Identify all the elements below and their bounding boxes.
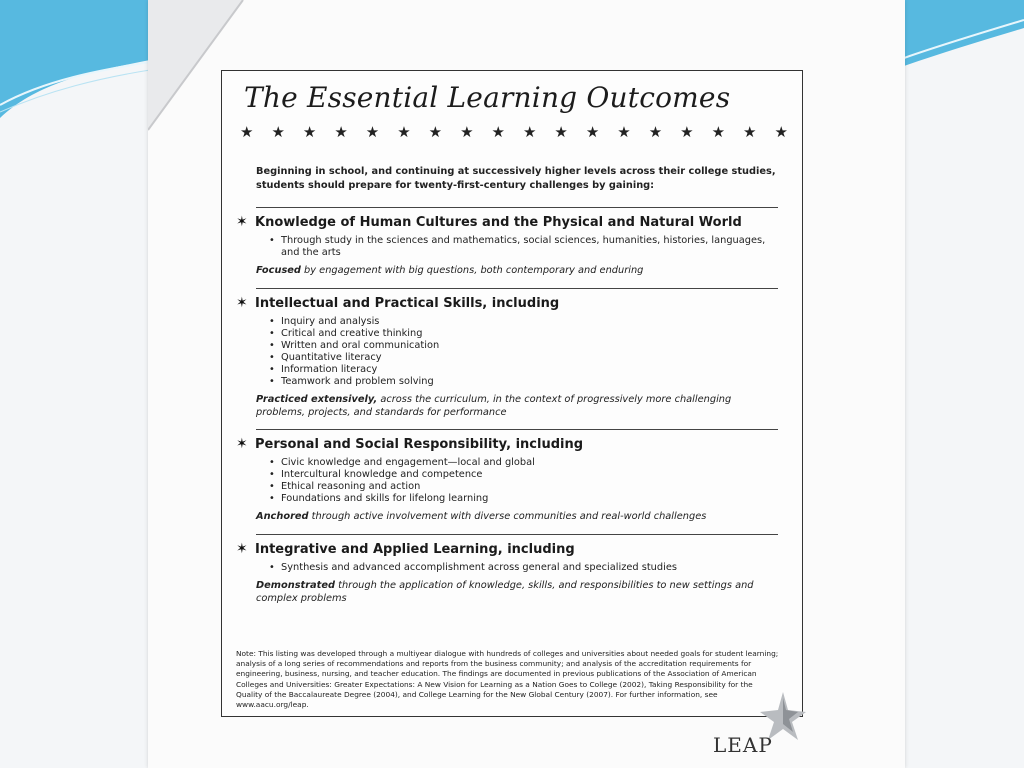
section-items	[269, 562, 781, 574]
star-icon: ★	[491, 123, 505, 141]
list-item: • Information literacy	[269, 364, 781, 376]
star-icon: ★	[585, 123, 600, 141]
section-items	[269, 235, 781, 259]
section-summary	[256, 393, 781, 419]
leap-logo-text: LEAP	[713, 733, 773, 757]
list-item: • Written and oral communication	[269, 340, 781, 352]
section-divider	[256, 534, 778, 535]
section-heading: Personal and Social Responsibility, including	[255, 436, 584, 452]
star-bullet-icon: ✶	[236, 295, 248, 311]
star-icon: ★	[302, 123, 317, 141]
star-icon: ★	[240, 123, 254, 141]
summary-text: through active involvement with diverse communities and real-world challenges	[308, 511, 707, 522]
star-icon: ★	[428, 123, 443, 141]
section-knowledge	[236, 214, 781, 277]
summary-lead: Anchored	[256, 511, 309, 522]
star-icon: ★	[680, 123, 694, 141]
summary-text: through the application of knowledge, skills, and responsibilities to new settings and complex problems	[256, 580, 754, 604]
star-icon: ★	[774, 123, 788, 141]
section-items	[269, 316, 781, 388]
star-bullet-icon: ✶	[236, 541, 248, 557]
section-integrative	[236, 541, 781, 605]
list-item: • Civic knowledge and engagement—local and global	[269, 457, 781, 469]
section-summary	[256, 510, 781, 523]
star-icon: ★	[711, 123, 726, 141]
summary-text: across the curriculum, in the context of progressively more challenging problems, projects, and standards for performance	[256, 394, 732, 418]
star-icon: ★	[460, 123, 474, 141]
star-icon: ★	[397, 123, 411, 141]
document-frame	[221, 70, 803, 717]
intro-paragraph: Beginning in school, and continuing at successively higher levels across their college studies, students should prepare for twenty-first-century challenges by gaining:	[256, 166, 776, 191]
summary-text: by engagement with big questions, both contemporary and enduring	[300, 265, 644, 276]
star-icon: ★	[365, 123, 380, 141]
section-divider	[256, 288, 778, 289]
section-intellectual-skills	[236, 295, 781, 419]
section-heading: Knowledge of Human Cultures and the Physical and Natural World	[255, 214, 742, 230]
section-items	[269, 457, 781, 505]
star-bullet-icon: ✶	[236, 214, 248, 230]
section-divider	[256, 207, 778, 208]
star-icon: ★	[648, 123, 663, 141]
section-heading: Integrative and Applied Learning, including	[255, 541, 575, 557]
star-divider	[240, 123, 788, 141]
list-item: • Inquiry and analysis	[269, 316, 781, 328]
list-item: • Synthesis and advanced accomplishment across general and specialized studies	[269, 562, 781, 574]
slide-swoosh-decoration	[0, 0, 150, 120]
section-summary	[256, 579, 781, 605]
section-heading: Intellectual and Practical Skills, including	[255, 295, 560, 311]
section-personal-social	[236, 436, 781, 523]
summary-lead: Practiced extensively,	[256, 394, 378, 405]
section-summary	[256, 264, 781, 277]
star-icon: ★	[334, 123, 348, 141]
star-icon: ★	[522, 123, 537, 141]
list-item: • Quantitative literacy	[269, 352, 781, 364]
summary-lead: Focused	[256, 265, 301, 276]
star-icon: ★	[271, 123, 285, 141]
summary-lead: Demonstrated	[256, 580, 335, 591]
star-icon: ★	[617, 123, 631, 141]
star-icon: ★	[554, 123, 568, 141]
list-item: • Intercultural knowledge and competence	[269, 469, 781, 481]
list-item: • Ethical reasoning and action	[269, 481, 781, 493]
scanned-page	[148, 0, 905, 768]
star-bullet-icon: ✶	[236, 436, 248, 452]
list-item: • Teamwork and problem solving	[269, 376, 781, 388]
footnote: Note: This listing was developed through a multiyear dialogue with hundreds of colleges and universities about needed goals for student learning; analysis of a long series of recommendations and reports from the business community; and analysis of the accreditation requirements for engineering, business, nursing, and teacher education. The findings are documented in previous publications of the Association of American Colleges and Universities: Greater Expectations: A New Vision for Learning as a Nation Goes to College (2002), Taking Responsibility for the Quality of the Baccalaureate Degree (2004), and College Learning for the New Global Century (2007). For further information, see www.aacu.org/leap.	[236, 649, 779, 710]
list-item: • Foundations and skills for lifelong learning	[269, 493, 781, 505]
document-title: The Essential Learning Outcomes	[244, 81, 731, 114]
section-divider	[256, 429, 778, 430]
slide-swoosh-decoration-right	[904, 0, 1024, 70]
star-icon: ★	[743, 123, 757, 141]
list-item: • Through study in the sciences and mathematics, social sciences, humanities, histories, languages, and the arts	[269, 235, 781, 259]
list-item: • Critical and creative thinking	[269, 328, 781, 340]
